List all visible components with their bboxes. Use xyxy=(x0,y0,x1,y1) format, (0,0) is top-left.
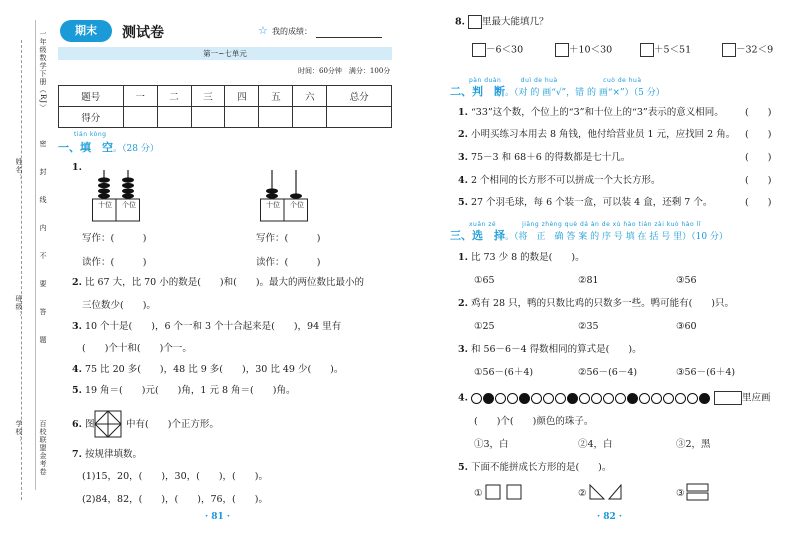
part1-q5: 5. 19 角＝( )元( )角，1 元 8 角＝( )角。 xyxy=(72,385,296,396)
q8-item-3: ＋5＜51 xyxy=(640,43,691,58)
exam-badge: 期末 xyxy=(60,20,112,42)
part1-q4: 4. 75 比 20 多( )，48 比 9 多( )，30 比 49 少( )。 xyxy=(72,364,344,375)
choice-q5-opt3[interactable]: ③ xyxy=(676,488,685,499)
part1-q8: 8. 里最大能填几？ xyxy=(455,16,549,28)
part1-title: 一、填 空。（28 分） xyxy=(58,141,159,154)
choice-q3-opt1[interactable]: ①56－(6＋4) xyxy=(474,367,534,378)
page-number-right: · 82 · xyxy=(597,512,623,522)
part1-q6-text: 中有( )个正方形。 xyxy=(126,419,219,430)
time-info: 时间：60分钟 满分：100分 xyxy=(298,67,391,75)
choice-q1-opt1[interactable]: ①65 xyxy=(474,275,495,286)
two-rectangles-figure xyxy=(686,483,710,501)
abacus-2-ones: 个位 xyxy=(290,201,304,209)
abacus-1-tens: 十位 xyxy=(98,201,112,209)
abacus-2 xyxy=(260,170,308,222)
choice-q1-opt2[interactable]: ②81 xyxy=(578,275,599,286)
page-number-left: · 81 · xyxy=(205,512,231,522)
score-label: 我的成绩： xyxy=(272,27,312,36)
abacus-1 xyxy=(92,170,140,222)
judge-paren-5[interactable]: ( ) xyxy=(745,197,772,208)
two-triangles-figure xyxy=(589,484,629,500)
part1-q2-cont: 三位数少( )。 xyxy=(82,300,156,311)
unit-band: 第一~七单元 xyxy=(58,47,392,60)
read-label-1[interactable]: 读作：( ) xyxy=(82,257,147,268)
choice-q3: 3. 和 56－6－4 得数相同的算式是( )。 xyxy=(458,344,642,355)
brand-text: 百校联盟金考卷 xyxy=(39,420,47,476)
square-figure xyxy=(94,410,122,438)
judge-paren-2[interactable]: ( ) xyxy=(745,129,772,140)
judge-item-5: 5. 27 个羽毛球，每 6 个装一盒，可以装 4 盒，还剩 7 个。 xyxy=(458,197,713,208)
part1-q2: 2. 比 67 大，比 70 小的数是( )和( )。最大的两位数比最小的 xyxy=(72,277,365,288)
judge-item-1: 1. “33”这个数，个位上的“3”和十位上的“3”表示的意义相同。 xyxy=(458,107,724,118)
bead-row xyxy=(471,393,714,404)
write-label-2[interactable]: 写作：( ) xyxy=(256,233,321,244)
part3-pinyin: xuǎn zé jiāng zhèng què dá àn de xù hào tián zài kuò hào lǐ xyxy=(469,221,701,228)
judge-item-3: 3. 75－3 和 68＋6 的得数都是七十几。 xyxy=(458,152,631,163)
score-table xyxy=(58,85,392,128)
score-table-row: 得分 xyxy=(59,107,392,128)
star-icon: ☆ xyxy=(258,24,268,37)
part3-title: 三、选 择。（将 正 确 答 案 的 序 号 填 在 括 号 里）（10 分） xyxy=(450,229,728,242)
q8-item-1: －6＜30 xyxy=(472,43,523,58)
part2-title: 二、判 断。（对 的 画“√”，错 的 画“×”）（5 分） xyxy=(450,85,665,98)
school-label: 学校： xyxy=(15,420,23,444)
choice-q1-opt3[interactable]: ③56 xyxy=(676,275,697,286)
q8-item-2: ＋10＜30 xyxy=(555,43,612,58)
abacus-1-ones: 个位 xyxy=(122,201,136,209)
choice-q2: 2. 鸡有 28 只，鸭的只数比鸡的只数多一些。鸭可能有( )只。 xyxy=(458,298,734,309)
part1-q7-b[interactable]: (2)84，82，( )，( )，76，( )。 xyxy=(82,494,268,505)
score-table-header-row: 题号 一 二 三 四 五 六 总分 xyxy=(59,86,392,107)
judge-paren-1[interactable]: ( ) xyxy=(745,107,772,118)
choice-q5-opt1[interactable]: ① xyxy=(474,488,483,499)
choice-q3-opt2[interactable]: ②56－(6－4) xyxy=(578,367,638,378)
exam-title: 测试卷 xyxy=(122,25,164,41)
choice-q4-opt2[interactable]: ②4，白 xyxy=(578,439,613,450)
choice-q4-opt1[interactable]: ①3，白 xyxy=(474,439,509,450)
choice-q3-opt3[interactable]: ③56－(6＋4) xyxy=(676,367,736,378)
judge-item-2: 2. 小明买练习本用去 8 角钱，他付给营业员 1 元，应找回 2 角。 xyxy=(458,129,736,140)
seal-chars: 密 封 线 内 不 要 答 题 xyxy=(39,140,47,344)
judge-item-4: 4. 2 个相同的长方形不可以拼成一个大长方形。 xyxy=(458,175,661,186)
choice-q1: 1. 比 73 少 8 的数是( )。 xyxy=(458,252,585,263)
choice-q4-opt3[interactable]: ③2，黑 xyxy=(676,439,711,450)
strip-line xyxy=(35,20,36,490)
choice-q5-opt2[interactable]: ② xyxy=(578,488,587,499)
part1-q3: 3. 10 个十是( )，6 个一和 3 个十合起来是( )，94 里有 xyxy=(72,321,342,332)
choice-q2-opt2[interactable]: ②35 xyxy=(578,321,599,332)
judge-paren-3[interactable]: ( ) xyxy=(745,152,772,163)
name-label: 姓名： xyxy=(15,158,23,182)
part1-pinyin: tián kòng xyxy=(74,131,107,138)
part1-q3-cont: ( )个十和( )个一。 xyxy=(82,343,192,354)
read-label-2[interactable]: 读作：( ) xyxy=(256,257,321,268)
choice-q4: 4. 里应画 xyxy=(458,392,771,404)
grade-text: 一年级数学下册（RJ） xyxy=(39,30,47,113)
part2-pinyin: pàn duàn duì de huà cuò de huà xyxy=(469,77,642,84)
choice-q2-opt3[interactable]: ③60 xyxy=(676,321,697,332)
choice-q2-opt1[interactable]: ①25 xyxy=(474,321,495,332)
blank-box[interactable] xyxy=(468,15,482,29)
class-label: 班级： xyxy=(15,295,23,319)
part1-q7-a[interactable]: (1)15，20，( )，30，( )，( )。 xyxy=(82,471,268,482)
choice-q5: 5. 下面不能拼成长方形的是( )。 xyxy=(458,462,612,473)
binding-strip xyxy=(0,0,52,535)
choice-q4-cont: ( )个( )颜色的珠子。 xyxy=(474,416,594,427)
part1-q7: 7. 按规律填数。 xyxy=(72,449,142,460)
write-label-1[interactable]: 写作：( ) xyxy=(82,233,147,244)
two-squares-figure xyxy=(485,484,525,500)
abacus-2-tens: 十位 xyxy=(266,201,280,209)
q8-item-4: －32＜9 xyxy=(722,43,773,58)
part1-q6: 6. 图 xyxy=(72,419,95,430)
score-line xyxy=(316,37,382,38)
judge-paren-4[interactable]: ( ) xyxy=(745,175,772,186)
bead-blank[interactable] xyxy=(714,391,742,405)
